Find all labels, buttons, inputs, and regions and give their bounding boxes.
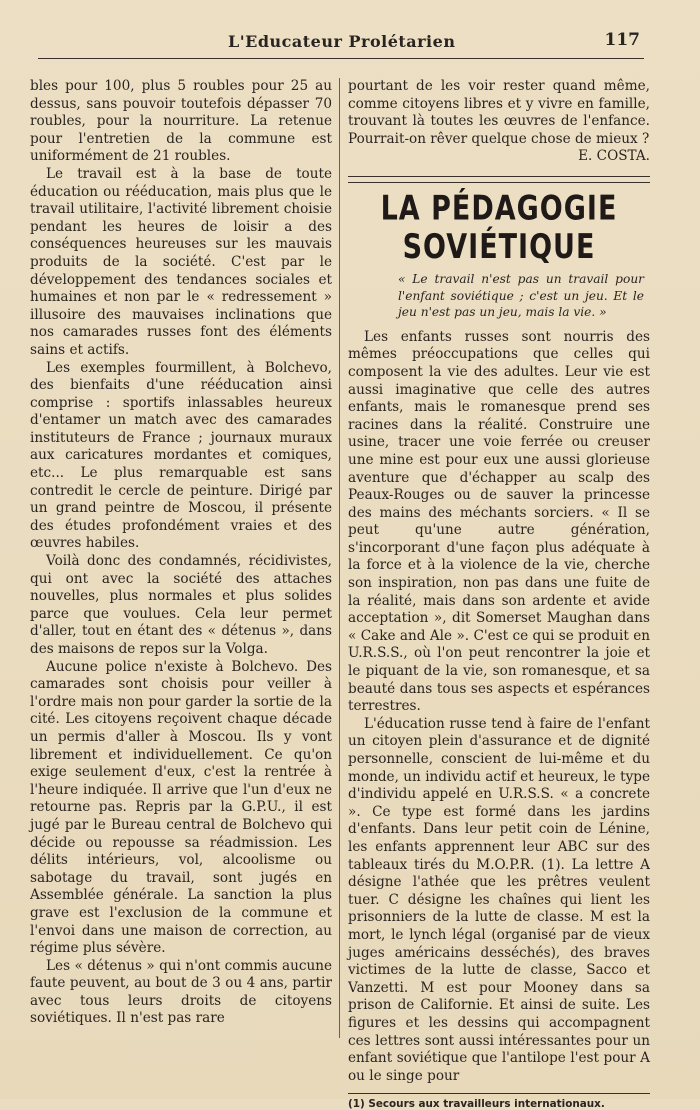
left-paragraph-4: Voilà donc des condamnés, récidivistes, qui ont avec la société des attaches nouvelles, plus normales et plus solides parce que voulues. Cela leur permet d'aller, tout en étant des « détenus », dans des maisons de repos sur la Volga. [30, 553, 332, 657]
column-divider [339, 78, 340, 1038]
left-column [30, 78, 332, 1028]
footnote: (1) Secours aux travailleurs internationaux. [348, 1098, 605, 1110]
right-paragraph-1: Les enfants russes sont nourris des mêmes préoccupations que celles qui composent la vie des adultes. Leur vie est aussi imaginative que celle des autres enfants, mais le romanesque prend ses racines dans la réalité. Construire une usine, tracer une voie ferrée ou creuser une mine est pour eux une aussi glorieuse aventure que d'échapper au scalp des Peaux-Rouges ou de sauver la princesse des mains des méchants sorciers. « Il se peut qu'une autre génération, s'incorporant d'une façon plus adéquate à la force et à la violence de la vie, cherche son inspiration, non pas dans une fuite de la réalité, mais dans son ardente et avide acceptation », dit Somerset Maughan dans « Cake and Ale ». C'est ce qui se produit en U.R.S.S., où l'on peut rencontrer la joie et le piquant de la vie, son romanesque, et sa beauté dans tous ses aspects et espérances terrestres. [348, 328, 650, 715]
article-title: LA PÉDAGOGIE SOVIÉTIQUE [380, 189, 618, 267]
left-paragraph-5: Aucune police n'existe à Bolchevo. Des camarades sont choisis pour veiller à l'ordre mais non pour garder la sortie de la cité. Les citoyens reçoivent chaque décade un permis d'aller à Moscou. Ils y vont librement et individuellement. Ce qu'on exige seulement d'eux, c'est la rentrée à l'heure indiquée. Il arrive que l'un d'eux ne retourne pas. Repris par la G.P.U., il est jugé par le Bureau central de Bolchevo qui décide ou repousse sa réadmission. Les délits intérieurs, vol, alcoolisme ou sabotage du travail, sont jugés en Assemblée générale. La sanction la plus grave est l'exclusion de la commune et l'envoi dans une maison de correction, au régime plus sévère. [30, 658, 332, 957]
footnote-rule [348, 1093, 650, 1094]
page-header [38, 28, 644, 60]
article-separator [348, 176, 650, 183]
right-paragraph-2: L'éducation russe tend à faire de l'enfant un citoyen plein d'assurance et de dignité personnelle, conscient de lui-même et du monde, un individu actif et heureux, le type d'individu appelé en U.R.S.S. « a concrete ». Ce type est formé dans les jardins d'enfants. Dans leur petit coin de Lénine, les enfants apprennent leur ABC sur des tableaux tirés du M.O.P.R. (1). La lettre A désigne l'athée que les prêtres veulent tuer. C désigne les chaînes qui lient les prisonniers de la lutte de classe. M est la mort, le lynch légal (organisé par de vieux juges américains desséchés), des braves victimes de la lutte de classe, Sacco et Vanzetti. M est pour Mooney dans sa prison de Californie. Et ainsi de suite. Les figures et les dessins qui accompagnent ces lettres sont aussi intéressantes pour un enfant soviétique que l'antilope l'est pour A ou le singe pour [348, 715, 650, 1084]
right-column [348, 78, 650, 1110]
previous-article-ending: pourtant de les voir rester quand même, comme citoyens libres et y vivre en famille, trouvant là toutes les œuvres de l'enfance. Pourrait-on rêver quelque chose de mieux ? [348, 78, 650, 147]
journal-title: L'Educateur Prolétarien [228, 32, 456, 51]
left-paragraph-1: bles pour 100, plus 5 roubles pour 25 au dessus, sans pouvoir toutefois dépasser 70 roubles, pour la nourriture. La retenue pour l'entretien de la commune est uniformément de 21 roubles. [30, 78, 332, 165]
epigraph: « Le travail n'est pas un travail pour l'enfant soviétique ; c'est un jeu. Et le jeu n'est pas un jeu, mais la vie. » [398, 271, 644, 320]
left-paragraph-6: Les « détenus » qui n'ont commis aucune faute peuvent, au bout de 3 ou 4 ans, partir avec tous leurs droits de citoyens soviétiques. Il n'est pas rare [30, 957, 332, 1027]
header-rule [38, 58, 644, 59]
signature-line [348, 148, 650, 166]
author-signature: E. COSTA. [578, 148, 650, 165]
left-paragraph-3: Les exemples fourmillent, à Bolchevo, des bienfaits d'une rééducation ainsi comprise : sportifs inlassables heureux d'entamer un match avec des camarades instituteurs de France ; journaux muraux aux caricatures mordantes et comiques, etc... Le plus remarquable est sans contredit le cercle de peinture. Dirigé par un grand peintre de Moscou, il présente des études profondément vraies et des œuvres habiles. [30, 359, 332, 552]
left-paragraph-2: Le travail est à la base de toute éducation ou rééducation, mais plus que le travail utilitaire, l'activité librement choisie pendant les heures de loisir a des conséquences heureuses sur les mauvais produits de la société. C'est par le développement des tendances sociales et humaines et non par le « redressement » illusoire des mauvaises inclinations que nos camarades russes font des éléments sains et actifs. [30, 165, 332, 358]
page-number: 117 [604, 30, 640, 50]
